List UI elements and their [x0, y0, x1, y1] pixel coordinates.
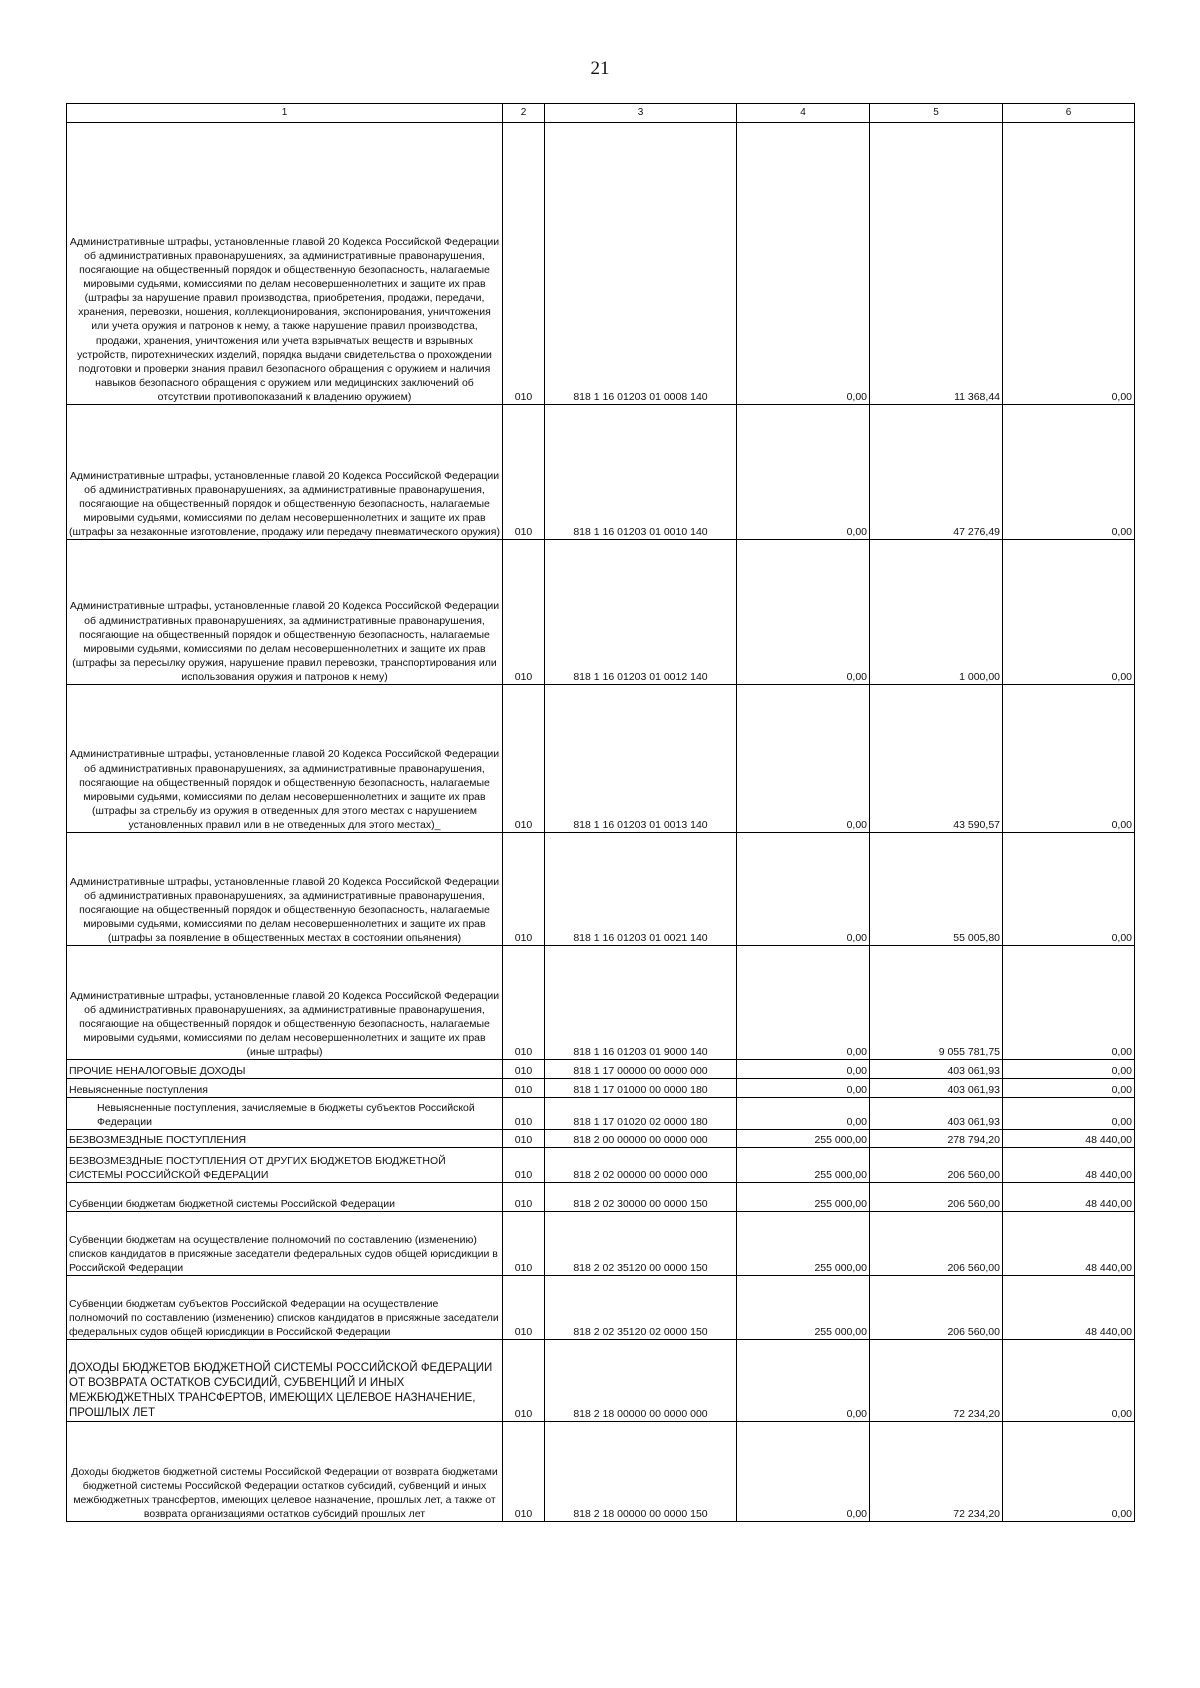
- header-cell-3: 3: [545, 104, 737, 123]
- row-value-col5: 403 061,93: [870, 1060, 1003, 1079]
- row-budget-code: 818 1 16 01203 01 0008 140: [545, 123, 737, 405]
- row-budget-code: 818 1 17 01020 02 0000 180: [545, 1098, 737, 1130]
- row-description: БЕЗВОЗМЕЗДНЫЕ ПОСТУПЛЕНИЯ: [67, 1130, 503, 1148]
- row-line-code: 010: [503, 1060, 545, 1079]
- row-value-col5: 11 368,44: [870, 123, 1003, 405]
- row-line-code: 010: [503, 123, 545, 405]
- row-budget-code: 818 2 00 00000 00 0000 000: [545, 1130, 737, 1148]
- table-row: [67, 1079, 1135, 1098]
- row-budget-code: 818 2 02 35120 02 0000 150: [545, 1276, 737, 1340]
- table-row: [67, 1340, 1135, 1422]
- row-line-code: 010: [503, 1079, 545, 1098]
- header-cell-6: 6: [1003, 104, 1135, 123]
- row-value-col5: 55 005,80: [870, 833, 1003, 946]
- row-budget-code: 818 2 02 35120 00 0000 150: [545, 1212, 737, 1276]
- row-value-col6: 48 440,00: [1003, 1276, 1135, 1340]
- header-cell-4: 4: [737, 104, 870, 123]
- table-row: [67, 946, 1135, 1060]
- row-value-col4: 255 000,00: [737, 1148, 870, 1183]
- header-cell-2: 2: [503, 104, 545, 123]
- row-line-code: 010: [503, 1340, 545, 1422]
- row-value-col6: 0,00: [1003, 685, 1135, 833]
- row-value-col5: 47 276,49: [870, 405, 1003, 540]
- row-value-col5: 403 061,93: [870, 1098, 1003, 1130]
- row-budget-code: 818 2 18 00000 00 0000 150: [545, 1422, 737, 1522]
- row-description: ПРОЧИЕ НЕНАЛОГОВЫЕ ДОХОДЫ: [67, 1060, 503, 1079]
- row-line-code: 010: [503, 833, 545, 946]
- row-budget-code: 818 1 16 01203 01 0021 140: [545, 833, 737, 946]
- row-description: Административные штрафы, установленные главой 20 Кодекса Российской Федерации об административных правонарушениях, за административные правонарушения, посягающие на общественный порядок и общественную безопасность, налагаемые мировыми судьями, комиссиями по делам несовершеннолетних и защите их прав (штрафы за появление в общественных местах в состоянии опьянения): [67, 833, 503, 946]
- row-description: БЕЗВОЗМЕЗДНЫЕ ПОСТУПЛЕНИЯ ОТ ДРУГИХ БЮДЖЕТОВ БЮДЖЕТНОЙ СИСТЕМЫ РОССИЙСКОЙ ФЕДЕРАЦИИ: [67, 1148, 503, 1183]
- row-description: Субвенции бюджетам бюджетной системы Российской Федерации: [67, 1183, 503, 1212]
- row-description: Субвенции бюджетам субъектов Российской Федерации на осуществление полномочий по составлению (изменению) списков кандидатов в присяжные заседатели федеральных судов общей юрисдикции в Российской Федерации: [67, 1276, 503, 1340]
- row-budget-code: 818 1 16 01203 01 0012 140: [545, 540, 737, 685]
- row-value-col5: 206 560,00: [870, 1276, 1003, 1340]
- row-value-col6: 0,00: [1003, 1060, 1135, 1079]
- table-row: [67, 1183, 1135, 1212]
- row-description: Доходы бюджетов бюджетной системы Российской Федерации от возврата бюджетами бюджетной системы Российской Федерации остатков субсидий, субвенций и иных межбюджетных трансфертов, имеющих целевое назначение, прошлых лет, а также от возврата организациями остатков субсидий прошлых лет: [67, 1422, 503, 1522]
- row-value-col5: 72 234,20: [870, 1340, 1003, 1422]
- row-value-col6: 0,00: [1003, 1340, 1135, 1422]
- row-line-code: 010: [503, 1148, 545, 1183]
- row-line-code: 010: [503, 540, 545, 685]
- table-row: [67, 1130, 1135, 1148]
- row-description: Административные штрафы, установленные главой 20 Кодекса Российской Федерации об административных правонарушениях, за административные правонарушения, посягающие на общественный порядок и общественную безопасность, налагаемые мировыми судьями, комиссиями по делам несовершеннолетних и защите их прав (штрафы за пересылку оружия, нарушение правил перевозки, транспортирования или использования оружия и патронов к нему): [67, 540, 503, 685]
- row-value-col4: 0,00: [737, 1422, 870, 1522]
- row-line-code: 010: [503, 1183, 545, 1212]
- row-value-col4: 0,00: [737, 1340, 870, 1422]
- row-description: Субвенции бюджетам на осуществление полномочий по составлению (изменению) списков кандидатов в присяжные заседатели федеральных судов общей юрисдикции в Российской Федерации: [67, 1212, 503, 1276]
- row-line-code: 010: [503, 405, 545, 540]
- row-value-col5: 206 560,00: [870, 1183, 1003, 1212]
- row-description: Административные штрафы, установленные главой 20 Кодекса Российской Федерации об административных правонарушениях, за административные правонарушения, посягающие на общественный порядок и общественную безопасность, налагаемые мировыми судьями, комиссиями по делам несовершеннолетних и защите их прав (штрафы за незаконные изготовление, продажу или передачу пневматического оружия): [67, 405, 503, 540]
- row-value-col4: 0,00: [737, 833, 870, 946]
- row-value-col5: 206 560,00: [870, 1148, 1003, 1183]
- row-value-col5: 403 061,93: [870, 1079, 1003, 1098]
- row-line-code: 010: [503, 1422, 545, 1522]
- row-value-col5: 278 794,20: [870, 1130, 1003, 1148]
- table-row: [67, 1060, 1135, 1079]
- row-description: Невыясненные поступления, зачисляемые в бюджеты субъектов Российской Федерации: [67, 1098, 503, 1130]
- revenue-table: [66, 103, 1135, 1522]
- row-value-col4: 255 000,00: [737, 1183, 870, 1212]
- row-value-col4: 0,00: [737, 1098, 870, 1130]
- row-value-col5: 72 234,20: [870, 1422, 1003, 1522]
- row-value-col4: 0,00: [737, 123, 870, 405]
- row-description: Невыясненные поступления: [67, 1079, 503, 1098]
- table-row: [67, 540, 1135, 685]
- table-row: [67, 833, 1135, 946]
- row-value-col6: 0,00: [1003, 540, 1135, 685]
- row-line-code: 010: [503, 1212, 545, 1276]
- row-budget-code: 818 1 16 01203 01 0010 140: [545, 405, 737, 540]
- table-row: [67, 123, 1135, 405]
- row-value-col6: 0,00: [1003, 1098, 1135, 1130]
- row-budget-code: 818 2 02 00000 00 0000 000: [545, 1148, 737, 1183]
- row-budget-code: 818 2 18 00000 00 0000 000: [545, 1340, 737, 1422]
- row-value-col4: 0,00: [737, 1060, 870, 1079]
- row-value-col4: 0,00: [737, 405, 870, 540]
- row-value-col4: 255 000,00: [737, 1212, 870, 1276]
- row-value-col6: 0,00: [1003, 833, 1135, 946]
- row-value-col5: 43 590,57: [870, 685, 1003, 833]
- table-row: [67, 1422, 1135, 1522]
- row-value-col4: 255 000,00: [737, 1276, 870, 1340]
- row-line-code: 010: [503, 1130, 545, 1148]
- row-value-col4: 0,00: [737, 540, 870, 685]
- table-row: [67, 685, 1135, 833]
- table-row: [67, 1148, 1135, 1183]
- header-cell-1: 1: [67, 104, 503, 123]
- row-value-col6: 0,00: [1003, 1079, 1135, 1098]
- header-row: [67, 104, 1135, 123]
- row-value-col6: 0,00: [1003, 123, 1135, 405]
- row-description: ДОХОДЫ БЮДЖЕТОВ БЮДЖЕТНОЙ СИСТЕМЫ РОССИЙСКОЙ ФЕДЕРАЦИИ ОТ ВОЗВРАТА ОСТАТКОВ СУБСИДИЙ, СУБВЕНЦИЙ И ИНЫХ МЕЖБЮДЖЕТНЫХ ТРАНСФЕРТОВ, ИМЕЮЩИХ ЦЕЛЕВОЕ НАЗНАЧЕНИЕ, ПРОШЛЫХ ЛЕТ: [67, 1340, 503, 1422]
- row-budget-code: 818 1 17 01000 00 0000 180: [545, 1079, 737, 1098]
- row-value-col5: 9 055 781,75: [870, 946, 1003, 1060]
- table-row: [67, 405, 1135, 540]
- row-line-code: 010: [503, 1098, 545, 1130]
- row-value-col6: 48 440,00: [1003, 1212, 1135, 1276]
- row-value-col5: 1 000,00: [870, 540, 1003, 685]
- row-budget-code: 818 1 16 01203 01 0013 140: [545, 685, 737, 833]
- row-budget-code: 818 1 16 01203 01 9000 140: [545, 946, 737, 1060]
- table-row: [67, 1098, 1135, 1130]
- row-line-code: 010: [503, 946, 545, 1060]
- row-value-col4: 255 000,00: [737, 1130, 870, 1148]
- row-value-col5: 206 560,00: [870, 1212, 1003, 1276]
- row-budget-code: 818 1 17 00000 00 0000 000: [545, 1060, 737, 1079]
- row-value-col4: 0,00: [737, 1079, 870, 1098]
- row-value-col6: 48 440,00: [1003, 1148, 1135, 1183]
- table-row: [67, 1276, 1135, 1340]
- page-number: 21: [590, 58, 610, 79]
- row-value-col4: 0,00: [737, 685, 870, 833]
- row-value-col6: 0,00: [1003, 405, 1135, 540]
- header-cell-5: 5: [870, 104, 1003, 123]
- row-value-col4: 0,00: [737, 946, 870, 1060]
- row-line-code: 010: [503, 685, 545, 833]
- row-budget-code: 818 2 02 30000 00 0000 150: [545, 1183, 737, 1212]
- row-value-col6: 48 440,00: [1003, 1183, 1135, 1212]
- row-description: Административные штрафы, установленные главой 20 Кодекса Российской Федерации об административных правонарушениях, за административные правонарушения, посягающие на общественный порядок и общественную безопасность, налагаемые мировыми судьями, комиссиями по делам несовершеннолетних и защите их прав (иные штрафы): [67, 946, 503, 1060]
- row-value-col6: 0,00: [1003, 946, 1135, 1060]
- row-value-col6: 48 440,00: [1003, 1130, 1135, 1148]
- row-line-code: 010: [503, 1276, 545, 1340]
- table-row: [67, 1212, 1135, 1276]
- row-description: Административные штрафы, установленные главой 20 Кодекса Российской Федерации об административных правонарушениях, за административные правонарушения, посягающие на общественный порядок и общественную безопасность, налагаемые мировыми судьями, комиссиями по делам несовершеннолетних и защите их прав (штрафы за стрельбу из оружия в отведенных для этого местах с нарушением установленных правил или в не отведенных для этого местах)_: [67, 685, 503, 833]
- row-value-col6: 0,00: [1003, 1422, 1135, 1522]
- row-description: Административные штрафы, установленные главой 20 Кодекса Российской Федерации об административных правонарушениях, за административные правонарушения, посягающие на общественный порядок и общественную безопасность, налагаемые мировыми судьями, комиссиями по делам несовершеннолетних и защите их прав (штрафы за нарушение правил производства, приобретения, продажи, передачи, хранения, перевозки, ношения, коллекционирования, экспонирования, уничтожения или учета оружия и патронов к нему, а также нарушение правил производства, продажи, хранения, уничтожения или учета взрывчатых веществ и взрывных устройств, пиротехнических изделий, порядка выдачи свидетельства о прохождении подготовки и проверки знания правил безопасного обращения с оружием и наличия навыков безопасного обращения с оружием или медицинских заключений об отсутствии противопоказаний к владению оружием): [67, 123, 503, 405]
